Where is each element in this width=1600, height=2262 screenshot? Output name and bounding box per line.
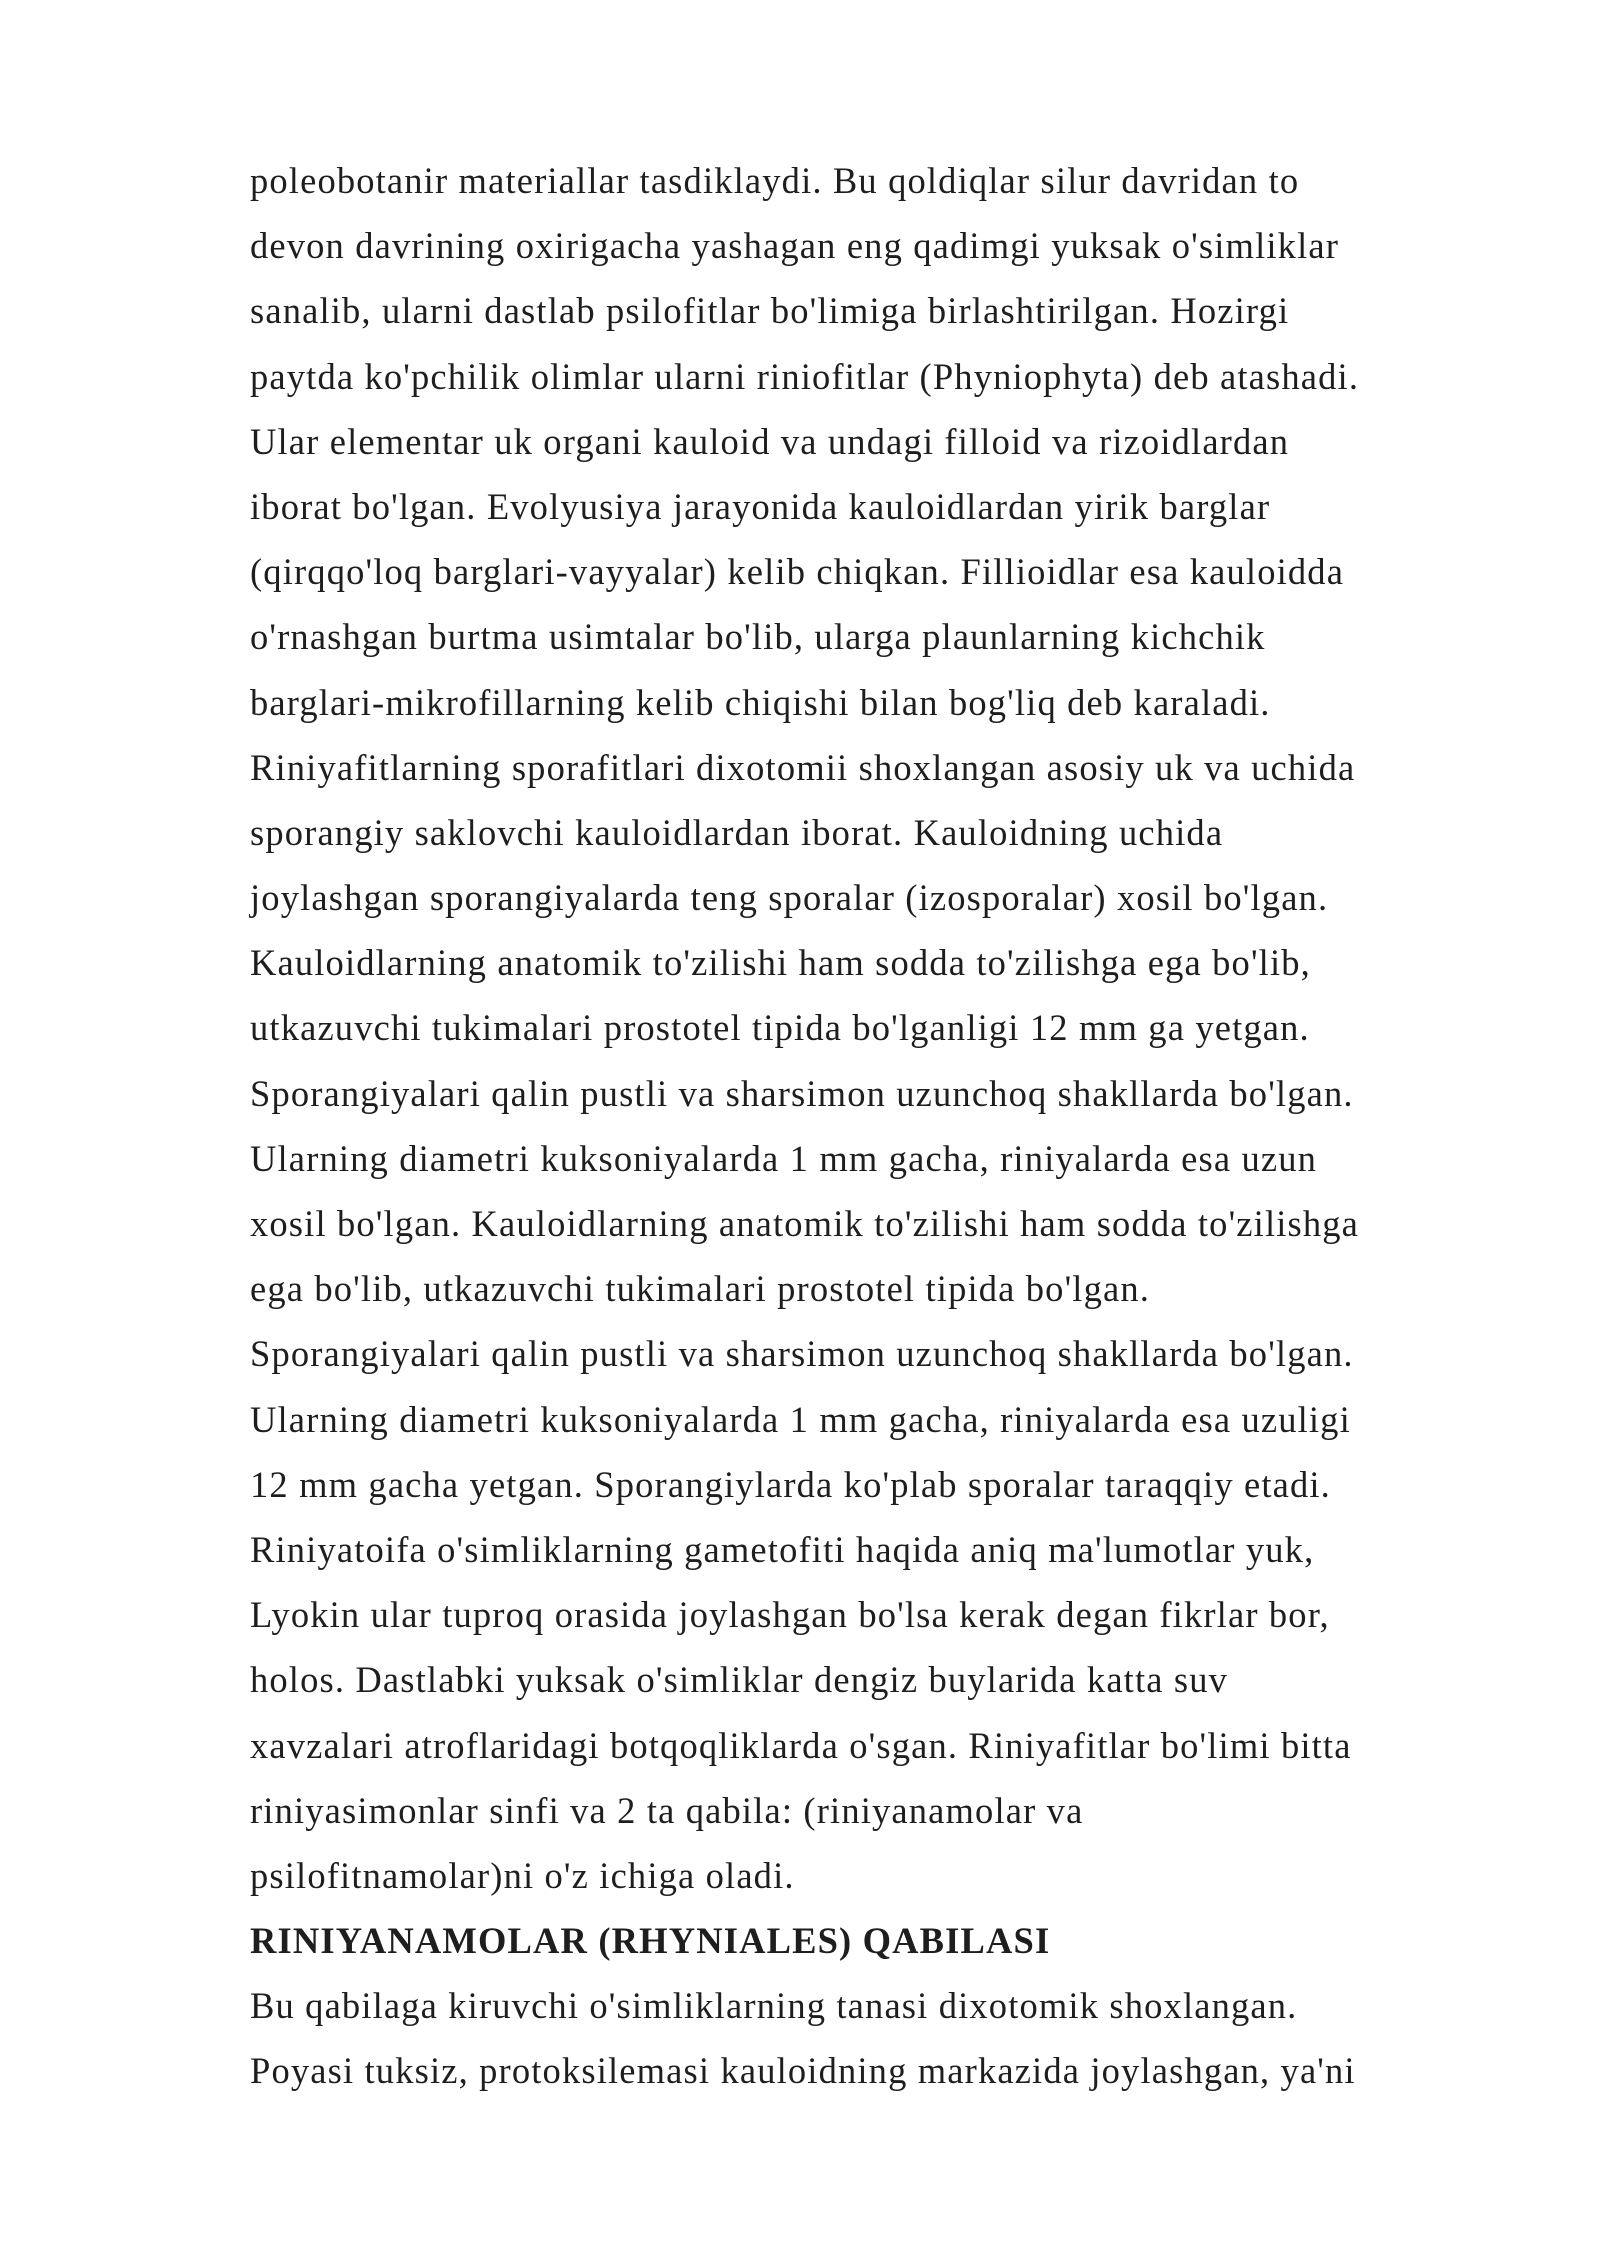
text-line: barglari-mikrofillarning kelib chiqishi bilan bog'liq deb karaladi. <box>250 681 1271 723</box>
text-line: Lyokin ular tuproq orasida joylashgan bo'lsa kerak degan fikrlar bor, <box>250 1594 1330 1636</box>
text-line: o'rnashgan burtma usimtalar bo'lib, ularga plaunlarning kichchik <box>250 616 1266 658</box>
text-line: utkazuvchi tukimalari prostotel tipida bo'lganligi 12 mm ga yetgan. <box>250 1007 1310 1049</box>
text-line: riniyasimonlar sinfi va 2 ta qabila: (riniyanamolar va <box>250 1789 1084 1831</box>
text-line: Kauloidlarning anatomik to'zilishi ham sodda to'zilishga ega bo'lib, <box>250 942 1311 984</box>
text-line: psilofitnamolar)ni o'z ichiga oladi. <box>250 1854 795 1896</box>
text-line: Riniyatoifa o'simliklarning gametofiti haqida aniq ma'lumotlar yuk, <box>250 1528 1315 1570</box>
text-line: devon davrining oxirigacha yashagan eng qadimgi yuksak o'simliklar <box>250 225 1340 267</box>
paragraph-section <box>250 1973 1510 2103</box>
text-line: sporangiy saklovchi kauloidlardan iborat. Kauloidning uchida <box>250 811 1224 853</box>
text-line: paytda ko'pchilik olimlar ularni riniofitlar (Phyniophyta) deb atashadi. <box>250 355 1360 397</box>
text-line: iborat bo'lgan. Evolyusiya jarayonida kauloidlardan yirik barglar <box>250 485 1271 527</box>
text-line: 12 mm gacha yetgan. Sporangiylarda ko'plab sporalar taraqqiy etadi. <box>250 1463 1331 1505</box>
text-line: Bu qabilaga kiruvchi o'simliklarning tanasi dixotomik shoxlangan. <box>250 1985 1298 2027</box>
text-line: joylashgan sporangiyalarda teng sporalar (izosporalar) xosil bo'lgan. <box>250 877 1329 919</box>
section-heading: RINIYANAMOLAR (RHYNIALES) QABILASI <box>250 1920 1051 1962</box>
text-line: Ularning diametri kuksoniyalarda 1 mm gacha, riniyalarda esa uzun <box>250 1137 1318 1179</box>
text-line: (qirqqo'loq barglari-vayyalar) kelib chiqkan. Fillioidlar esa kauloidda <box>250 551 1345 593</box>
text-line: poleobotanir materiallar tasdiklaydi. Bu qoldiqlar silur davridan to <box>250 160 1300 201</box>
text-line: xavzalari atroflaridagi botqoqliklarda o'sgan. Riniyafitlar bo'limi bitta <box>250 1724 1352 1766</box>
text-line: Sporangiyalari qalin pustli va sharsimon uzunchoq shakllarda bo'lgan. <box>250 1333 1354 1375</box>
text-line: Ularning diametri kuksoniyalarda 1 mm gacha, riniyalarda esa uzuligi <box>250 1398 1351 1440</box>
text-line: sanalib, ularni dastlab psilofitlar bo'limiga birlashtirilgan. Hozirgi <box>250 290 1290 332</box>
paragraph-intro <box>250 148 1510 1908</box>
text-line: Ular elementar uk organi kauloid va undagi filloid va rizoidlardan <box>250 420 1290 462</box>
text-line: ega bo'lib, utkazuvchi tukimalari prostotel tipida bo'lgan. <box>250 1268 1151 1310</box>
text-line: xosil bo'lgan. Kauloidlarning anatomik to'zilishi ham sodda to'zilishga <box>250 1203 1360 1244</box>
document-page <box>250 148 1510 2104</box>
text-line: Poyasi tuksiz, protoksilemasi kauloidning markazida joylashgan, ya'ni <box>250 2050 1356 2092</box>
text-line: Sporangiyalari qalin pustli va sharsimon uzunchoq shakllarda bo'lgan. <box>250 1072 1354 1114</box>
text-line: holos. Dastlabki yuksak o'simliklar dengiz buylarida katta suv <box>250 1659 1229 1701</box>
text-line: Riniyafitlarning sporafitlari dixotomii shoxlangan asosiy uk va uchida <box>250 746 1356 788</box>
